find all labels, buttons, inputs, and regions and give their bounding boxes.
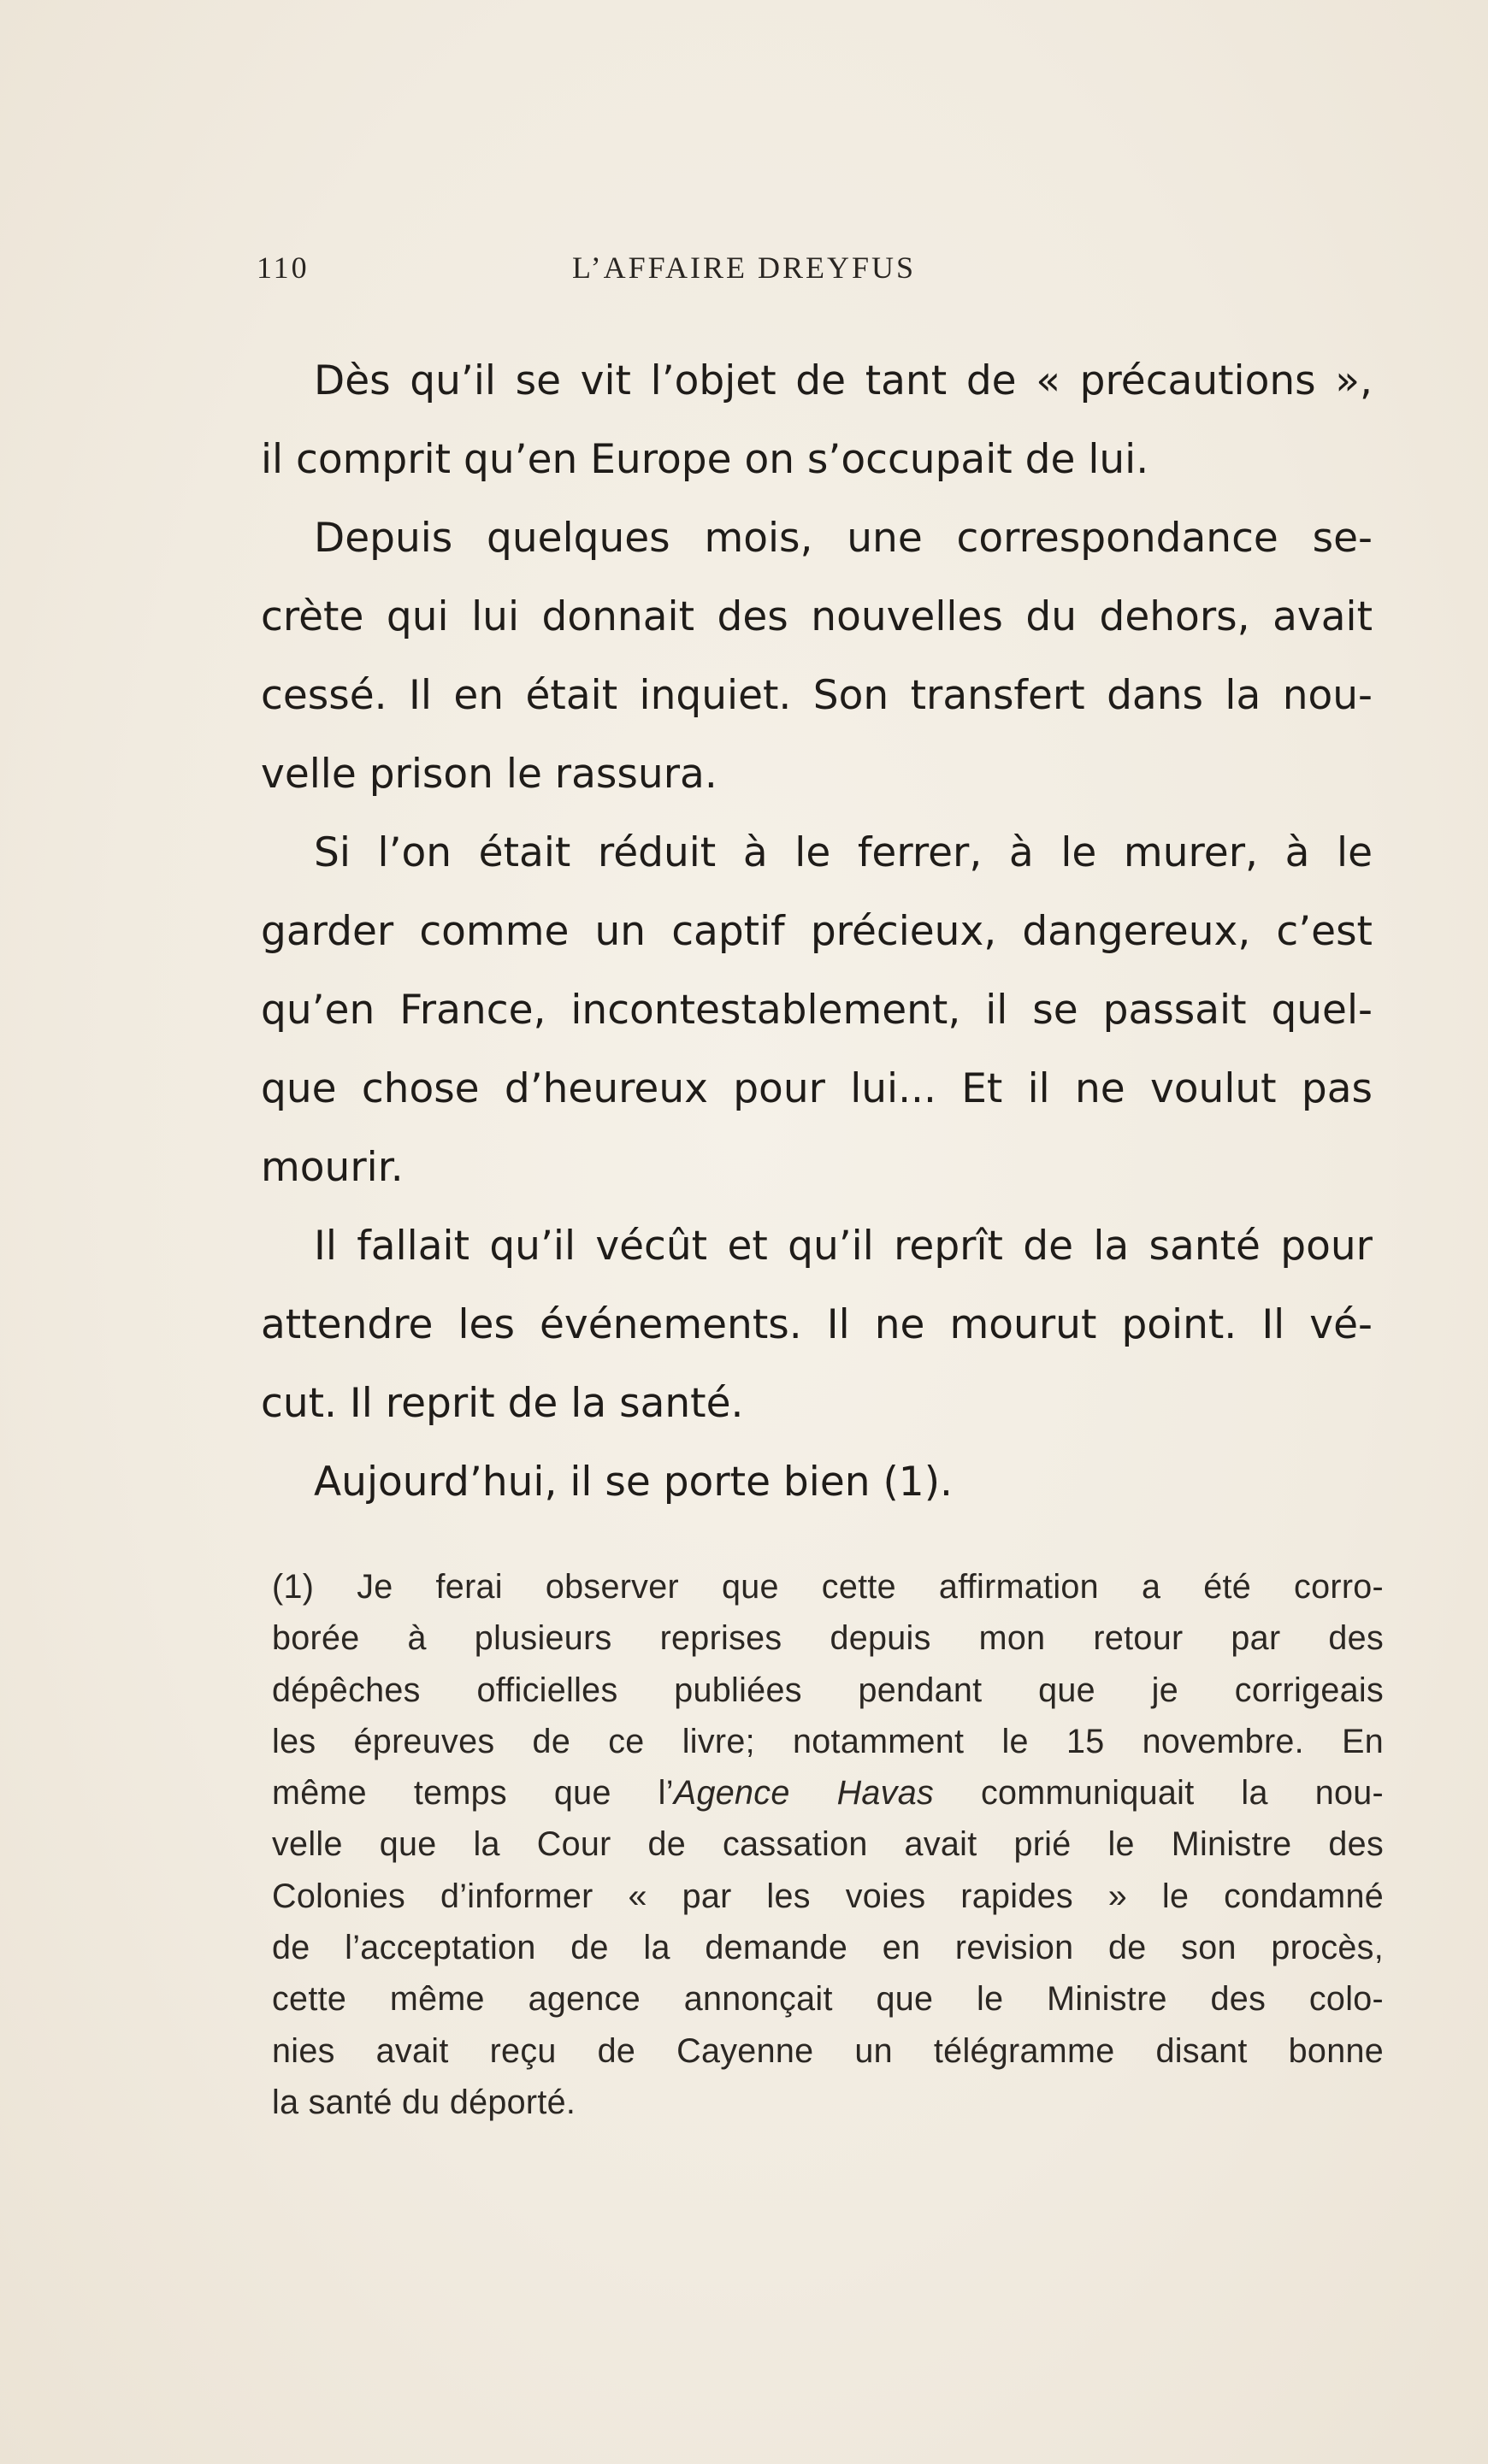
- footnote-line: la santé du déporté.: [272, 2083, 576, 2121]
- text-line: Depuis quelques mois, une correspondance se-: [314, 515, 1373, 562]
- running-head: [257, 250, 1231, 292]
- footnote-line: nies avait reçu de Cayenne un télégramme disant bonne: [272, 2031, 1384, 2070]
- footnote-line: de l’acceptation de la demande en revision de son procès,: [272, 1929, 1384, 1967]
- footnote-text: communiquait la nou-: [934, 1774, 1384, 1813]
- body-text: [261, 342, 1373, 1522]
- text-line: Dès qu’il se vit l’objet de tant de « précautions »,: [314, 357, 1373, 404]
- text-line: Il fallait qu’il vécût et qu’il reprît de la santé pour: [314, 1223, 1373, 1270]
- footnote-line: velle que la Cour de cassation avait prié le Ministre des: [272, 1825, 1384, 1864]
- page-number: 110: [257, 251, 310, 285]
- running-title: L’AFFAIRE DREYFUS: [571, 251, 917, 285]
- text-line: attendre les événements. Il ne mourut point. Il vé-: [261, 1301, 1373, 1348]
- text-line: qu’en France, incontestablement, il se passait quel-: [261, 987, 1373, 1034]
- text-line: garder comme un captif précieux, dangereux, c’est: [261, 908, 1373, 955]
- footnote-line: (1) Je ferai observer que cette affirmation a été corro-: [272, 1568, 1384, 1606]
- footnote-line: cette même agence annonçait que le Ministre des colo-: [272, 1980, 1384, 2019]
- footnote-line: les épreuves de ce livre; notamment le 15 novembre. En: [272, 1722, 1384, 1760]
- footnote-line: dépêches officielles publiées pendant que je corrigeais: [272, 1671, 1384, 1709]
- text-line: il comprit qu’en Europe on s’occupait de lui.: [261, 436, 1149, 483]
- footnote-line: Colonies d’informer « par les voies rapides » le condamné: [272, 1877, 1384, 1915]
- text-line: Aujourd’hui, il se porte bien (1).: [314, 1459, 953, 1506]
- footnote-text: même temps que l’: [272, 1774, 674, 1813]
- footnote: [272, 1561, 1384, 2128]
- text-line: crète qui lui donnait des nouvelles du dehors, avait: [261, 593, 1373, 640]
- footnote-italic-agency: Agence Havas: [673, 1774, 935, 1813]
- footnote-line: borée à plusieurs reprises depuis mon retour par des: [272, 1619, 1384, 1658]
- text-line: mourir.: [261, 1144, 404, 1191]
- text-line: Si l’on était réduit à le ferrer, à le murer, à le: [314, 829, 1373, 876]
- text-line: que chose d’heureux pour lui... Et il ne voulut pas: [261, 1065, 1373, 1112]
- text-line: cessé. Il en était inquiet. Son transfert dans la nou-: [261, 672, 1373, 719]
- text-line: velle prison le rassura.: [261, 751, 717, 798]
- footnote-line: [272, 1767, 1384, 1819]
- text-line: cut. Il reprit de la santé.: [261, 1380, 744, 1427]
